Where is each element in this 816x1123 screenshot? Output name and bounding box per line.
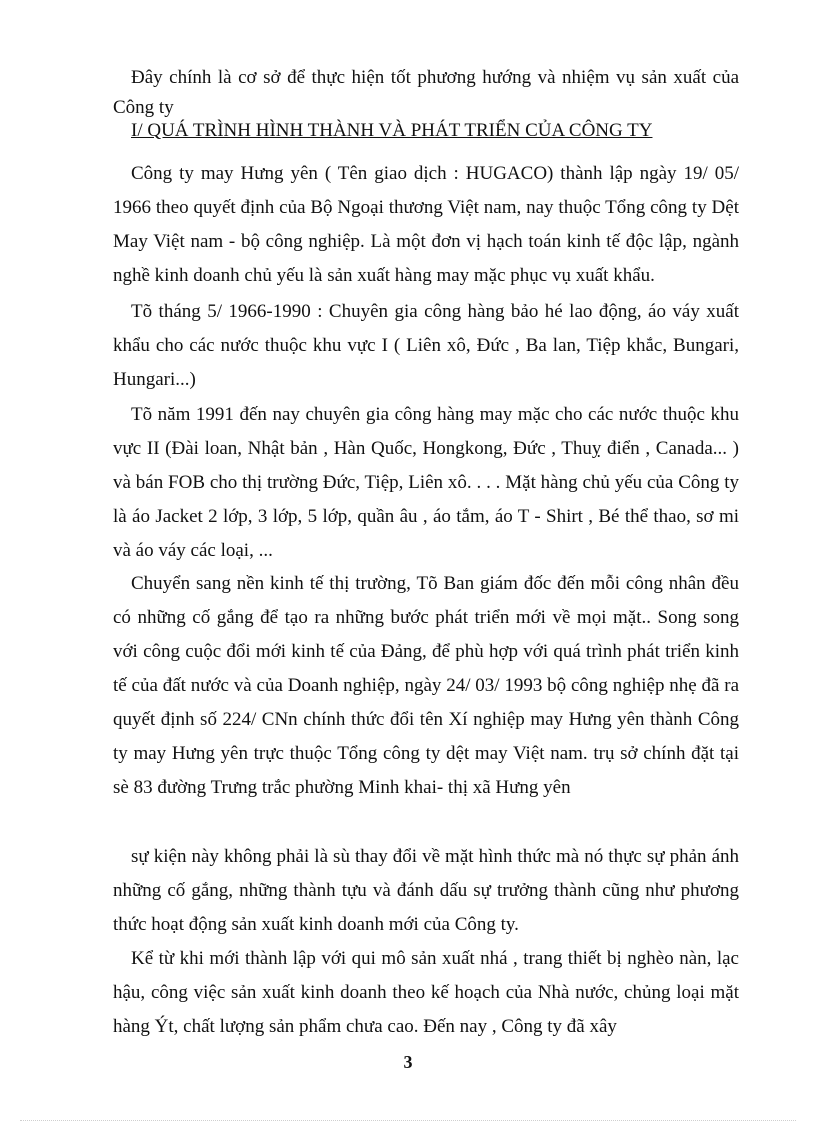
footer-divider — [20, 1120, 796, 1121]
paragraph-market-transition: Chuyển sang nền kinh tế thị trường, Tõ Ban giám đốc đến mỗi công nhân đều có những cố gắng để tạo ra những bước phát triển mới về mọi mặt.. Song song với công cuộc đổi mới kinh tế của Đảng, để phù hợp với quá trình phát triển kinh tế của đất nước và của Doanh nghiệp, ngày 24/ 03/ 1993 bộ công nghiệp nhẹ đã ra quyết định số 224/ CNn chính thức đổi tên Xí nghiệp may Hưng yên thành Công ty may Hưng yên trực thuộc Tổng công ty dệt may Việt nam. trụ sở chính đặt tại sè 83 đường Trưng trắc phường Minh khai- thị xã Hưng yên — [113, 573, 739, 798]
paragraph-event-significance: sự kiện này không phải là sù thay đổi về mặt hình thức mà nó thực sự phản ánh những cố gắng, những thành tựu và đánh dấu sự trưởng thành cũng như phương thức hoạt động sản xuất kinh doanh mới của Công ty. — [113, 846, 739, 935]
paragraph-intro: Đây chính là cơ sở để thực hiện tốt phương hướng và nhiệm vụ sản xuất của Công ty — [113, 67, 739, 118]
paragraph-period-1966-1990: Tõ tháng 5/ 1966-1990 : Chuyên gia công hàng bảo hé lao động, áo váy xuất khẩu cho các nước thuộc khu vực I ( Liên xô, Đức , Ba lan, Tiệp khắc, Bungari, Hungari...) — [113, 301, 739, 390]
paragraph-company-founding: Công ty may Hưng yên ( Tên giao dịch : HUGACO) thành lập ngày 19/ 05/ 1966 theo quyết định của Bộ Ngoại thương Việt nam, nay thuộc Tổng công ty Dệt May Việt nam - bộ công nghiệp. Là một đơn vị hạch toán kinh tế độc lập, ngành nghề kinh doanh chủ yếu là sản xuất hàng may mặc phục vụ xuất khẩu. — [113, 163, 739, 286]
paragraph-development: Kể từ khi mới thành lập với qui mô sản xuất nhá , trang thiết bị nghèo nàn, lạc hậu, công việc sản xuất kinh doanh theo kế hoạch của Nhà nước, chủng loại mặt hàng Ýt, chất lượng sản phẩm chưa cao. Đến nay , Công ty đã xây — [113, 948, 739, 1037]
section-heading: I/ QUÁ TRÌNH HÌNH THÀNH VÀ PHÁT TRIỂN CỦA CÔNG TY — [131, 120, 653, 141]
page-number: 3 — [403, 1052, 413, 1072]
paragraph-period-1991: Tõ năm 1991 đến nay chuyên gia công hàng may mặc cho các nước thuộc khu vực II (Đài loan, Nhật bản , Hàn Quốc, Hongkong, Đức , Thuỵ điển , Canada... ) và bán FOB cho thị trường Đức, Tiệp, Liên xô. . . . Mặt hàng chủ yếu của Công ty là áo Jacket 2 lớp, 3 lớp, 5 lớp, quần âu , áo tắm, áo T - Shirt , Bé thể thao, sơ mi và áo váy các loại, ... — [113, 404, 739, 561]
